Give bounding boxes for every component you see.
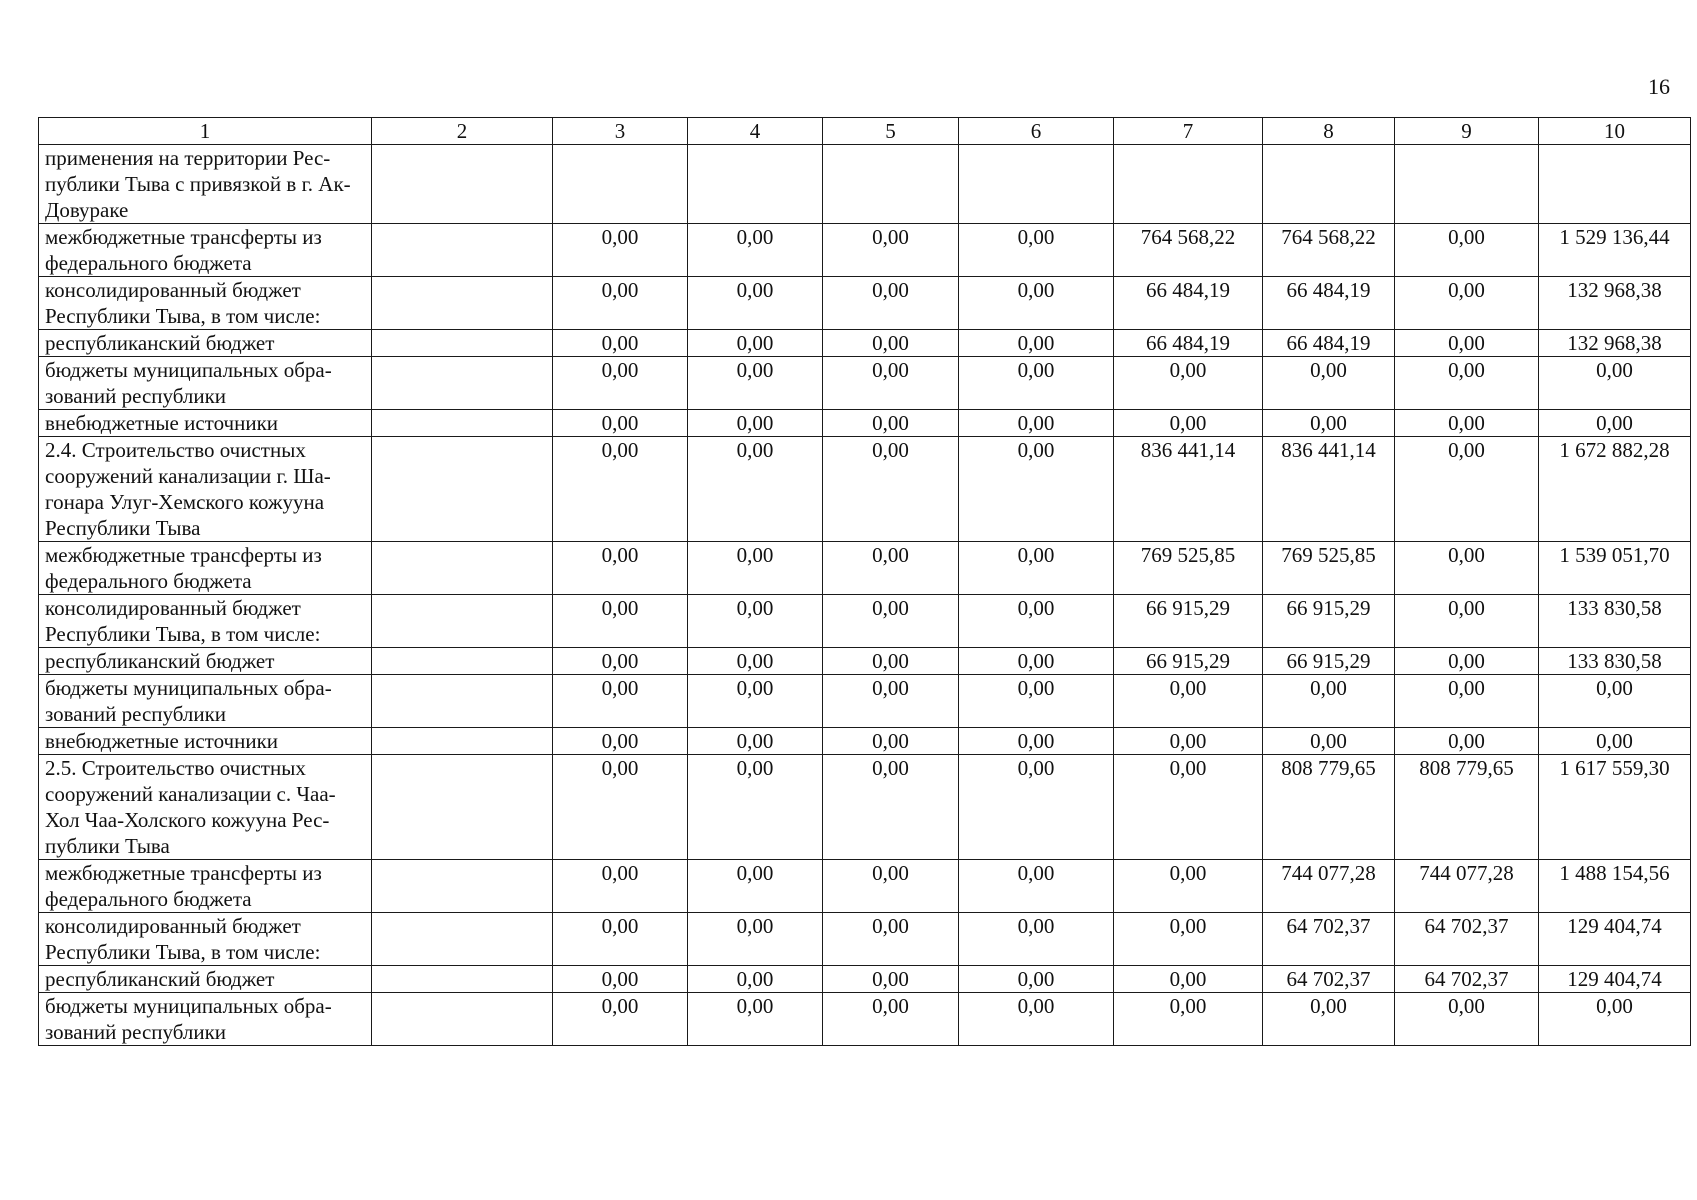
cell-col-2 [372,966,553,993]
row-label: бюджеты муниципальных обра-зований республики [39,357,372,410]
row-label: межбюджетные трансферты из федерального бюджета [39,860,372,913]
cell-col-2 [372,437,553,542]
cell-col-10: 1 539 051,70 [1539,542,1691,595]
cell-col-2 [372,145,553,224]
column-header-1: 1 [39,118,372,145]
cell-col-3: 0,00 [553,437,688,542]
cell-col-3: 0,00 [553,675,688,728]
cell-col-10: 132 968,38 [1539,330,1691,357]
cell-col-9: 0,00 [1395,437,1539,542]
row-label: консолидированный бюджет Республики Тыва, в том числе: [39,595,372,648]
cell-col-9: 0,00 [1395,542,1539,595]
table-row [39,860,1691,913]
table-row [39,728,1691,755]
cell-col-7 [1114,145,1263,224]
cell-col-6: 0,00 [959,357,1114,410]
cell-col-9 [1395,145,1539,224]
cell-col-10: 0,00 [1539,993,1691,1046]
cell-col-5: 0,00 [823,410,959,437]
cell-col-7: 66 915,29 [1114,648,1263,675]
row-label: бюджеты муниципальных обра-зований республики [39,675,372,728]
table-row [39,410,1691,437]
cell-col-7: 66 484,19 [1114,277,1263,330]
cell-col-10: 1 488 154,56 [1539,860,1691,913]
cell-col-3: 0,00 [553,993,688,1046]
table-row [39,542,1691,595]
cell-col-2 [372,913,553,966]
header-row [39,118,1691,145]
row-label: межбюджетные трансферты из федерального бюджета [39,542,372,595]
cell-col-4: 0,00 [688,330,823,357]
cell-col-5: 0,00 [823,728,959,755]
row-label: внебюджетные источники [39,410,372,437]
cell-col-8: 769 525,85 [1263,542,1395,595]
cell-col-2 [372,595,553,648]
cell-col-5 [823,145,959,224]
cell-col-9: 0,00 [1395,277,1539,330]
cell-col-5: 0,00 [823,648,959,675]
cell-col-7: 0,00 [1114,913,1263,966]
cell-col-3: 0,00 [553,648,688,675]
cell-col-9: 808 779,65 [1395,755,1539,860]
cell-col-8: 0,00 [1263,993,1395,1046]
row-label: 2.5. Строительство очистных сооружений канализации с. Чаа-Хол Чаа-Холского кожууна Рес-публики Тыва [39,755,372,860]
row-label: межбюджетные трансферты из федерального бюджета [39,224,372,277]
cell-col-7: 0,00 [1114,410,1263,437]
cell-col-3 [553,145,688,224]
cell-col-3: 0,00 [553,410,688,437]
cell-col-9: 0,00 [1395,728,1539,755]
cell-col-8: 64 702,37 [1263,966,1395,993]
table-row [39,648,1691,675]
row-label: республиканский бюджет [39,966,372,993]
cell-col-8: 66 484,19 [1263,330,1395,357]
cell-col-10: 1 617 559,30 [1539,755,1691,860]
cell-col-4: 0,00 [688,357,823,410]
cell-col-8: 64 702,37 [1263,913,1395,966]
table-row [39,966,1691,993]
cell-col-5: 0,00 [823,993,959,1046]
cell-col-7: 764 568,22 [1114,224,1263,277]
table-header [39,118,1691,145]
cell-col-3: 0,00 [553,966,688,993]
cell-col-2 [372,277,553,330]
cell-col-9: 0,00 [1395,224,1539,277]
table-row [39,437,1691,542]
cell-col-10: 132 968,38 [1539,277,1691,330]
cell-col-9: 0,00 [1395,330,1539,357]
cell-col-4 [688,145,823,224]
cell-col-10: 133 830,58 [1539,595,1691,648]
cell-col-2 [372,728,553,755]
cell-col-6 [959,145,1114,224]
cell-col-2 [372,224,553,277]
cell-col-8: 764 568,22 [1263,224,1395,277]
row-label: республиканский бюджет [39,330,372,357]
cell-col-7: 0,00 [1114,728,1263,755]
cell-col-8: 66 484,19 [1263,277,1395,330]
cell-col-8: 0,00 [1263,728,1395,755]
cell-col-3: 0,00 [553,860,688,913]
column-header-10: 10 [1539,118,1691,145]
cell-col-6: 0,00 [959,728,1114,755]
cell-col-7: 769 525,85 [1114,542,1263,595]
cell-col-6: 0,00 [959,224,1114,277]
table-row [39,357,1691,410]
cell-col-3: 0,00 [553,595,688,648]
cell-col-8: 0,00 [1263,410,1395,437]
row-label: консолидированный бюджет Республики Тыва, в том числе: [39,277,372,330]
cell-col-2 [372,330,553,357]
cell-col-5: 0,00 [823,966,959,993]
cell-col-5: 0,00 [823,913,959,966]
cell-col-10: 0,00 [1539,728,1691,755]
cell-col-9: 0,00 [1395,357,1539,410]
cell-col-5: 0,00 [823,595,959,648]
cell-col-5: 0,00 [823,357,959,410]
cell-col-8: 0,00 [1263,675,1395,728]
cell-col-4: 0,00 [688,437,823,542]
column-header-2: 2 [372,118,553,145]
cell-col-7: 0,00 [1114,357,1263,410]
cell-col-9: 0,00 [1395,993,1539,1046]
cell-col-6: 0,00 [959,277,1114,330]
cell-col-7: 0,00 [1114,675,1263,728]
cell-col-5: 0,00 [823,675,959,728]
cell-col-10 [1539,145,1691,224]
cell-col-3: 0,00 [553,277,688,330]
cell-col-6: 0,00 [959,675,1114,728]
cell-col-5: 0,00 [823,542,959,595]
cell-col-8: 66 915,29 [1263,648,1395,675]
cell-col-8 [1263,145,1395,224]
table-row [39,675,1691,728]
cell-col-7: 0,00 [1114,755,1263,860]
cell-col-6: 0,00 [959,542,1114,595]
cell-col-8: 836 441,14 [1263,437,1395,542]
cell-col-4: 0,00 [688,993,823,1046]
cell-col-2 [372,675,553,728]
column-header-6: 6 [959,118,1114,145]
cell-col-10: 133 830,58 [1539,648,1691,675]
cell-col-5: 0,00 [823,330,959,357]
table-row [39,330,1691,357]
cell-col-6: 0,00 [959,966,1114,993]
cell-col-10: 129 404,74 [1539,966,1691,993]
budget-table [38,117,1691,1046]
row-label: республиканский бюджет [39,648,372,675]
cell-col-6: 0,00 [959,860,1114,913]
cell-col-5: 0,00 [823,437,959,542]
cell-col-9: 0,00 [1395,648,1539,675]
cell-col-9: 744 077,28 [1395,860,1539,913]
cell-col-6: 0,00 [959,648,1114,675]
column-header-5: 5 [823,118,959,145]
table-body [39,145,1691,1046]
cell-col-8: 66 915,29 [1263,595,1395,648]
cell-col-9: 0,00 [1395,595,1539,648]
cell-col-4: 0,00 [688,542,823,595]
cell-col-6: 0,00 [959,755,1114,860]
cell-col-6: 0,00 [959,330,1114,357]
cell-col-4: 0,00 [688,277,823,330]
cell-col-2 [372,648,553,675]
cell-col-4: 0,00 [688,913,823,966]
cell-col-9: 0,00 [1395,410,1539,437]
cell-col-4: 0,00 [688,410,823,437]
row-label: применения на территории Рес-публики Тыва с привязкой в г. Ак-Довураке [39,145,372,224]
row-label: консолидированный бюджет Республики Тыва, в том числе: [39,913,372,966]
cell-col-10: 0,00 [1539,357,1691,410]
cell-col-4: 0,00 [688,224,823,277]
cell-col-2 [372,410,553,437]
cell-col-10: 0,00 [1539,675,1691,728]
cell-col-7: 0,00 [1114,993,1263,1046]
cell-col-3: 0,00 [553,224,688,277]
table-row [39,145,1691,224]
cell-col-7: 836 441,14 [1114,437,1263,542]
cell-col-3: 0,00 [553,728,688,755]
column-header-3: 3 [553,118,688,145]
cell-col-9: 64 702,37 [1395,913,1539,966]
column-header-9: 9 [1395,118,1539,145]
column-header-7: 7 [1114,118,1263,145]
table-row [39,993,1691,1046]
table-row [39,913,1691,966]
cell-col-2 [372,755,553,860]
cell-col-8: 0,00 [1263,357,1395,410]
cell-col-2 [372,860,553,913]
cell-col-10: 129 404,74 [1539,913,1691,966]
row-label: внебюджетные источники [39,728,372,755]
cell-col-2 [372,993,553,1046]
table-row [39,224,1691,277]
table-row [39,277,1691,330]
cell-col-5: 0,00 [823,755,959,860]
cell-col-7: 0,00 [1114,860,1263,913]
cell-col-3: 0,00 [553,357,688,410]
cell-col-10: 1 672 882,28 [1539,437,1691,542]
cell-col-6: 0,00 [959,913,1114,966]
column-header-4: 4 [688,118,823,145]
cell-col-3: 0,00 [553,542,688,595]
table-row [39,755,1691,860]
cell-col-4: 0,00 [688,755,823,860]
cell-col-9: 64 702,37 [1395,966,1539,993]
cell-col-4: 0,00 [688,595,823,648]
cell-col-4: 0,00 [688,675,823,728]
cell-col-5: 0,00 [823,224,959,277]
row-label: 2.4. Строительство очистных сооружений канализации г. Ша-гонара Улуг-Хемского кожууна Республики Тыва [39,437,372,542]
cell-col-5: 0,00 [823,860,959,913]
cell-col-8: 744 077,28 [1263,860,1395,913]
cell-col-3: 0,00 [553,913,688,966]
cell-col-6: 0,00 [959,437,1114,542]
cell-col-7: 66 484,19 [1114,330,1263,357]
cell-col-3: 0,00 [553,330,688,357]
cell-col-7: 0,00 [1114,966,1263,993]
cell-col-4: 0,00 [688,648,823,675]
table-row [39,595,1691,648]
cell-col-9: 0,00 [1395,675,1539,728]
cell-col-4: 0,00 [688,966,823,993]
cell-col-10: 1 529 136,44 [1539,224,1691,277]
cell-col-4: 0,00 [688,860,823,913]
cell-col-6: 0,00 [959,993,1114,1046]
cell-col-5: 0,00 [823,277,959,330]
cell-col-6: 0,00 [959,410,1114,437]
cell-col-7: 66 915,29 [1114,595,1263,648]
page-number: 16 [1648,74,1670,99]
cell-col-2 [372,542,553,595]
cell-col-2 [372,357,553,410]
cell-col-8: 808 779,65 [1263,755,1395,860]
column-header-8: 8 [1263,118,1395,145]
row-label: бюджеты муниципальных обра-зований республики [39,993,372,1046]
cell-col-6: 0,00 [959,595,1114,648]
cell-col-3: 0,00 [553,755,688,860]
cell-col-10: 0,00 [1539,410,1691,437]
cell-col-4: 0,00 [688,728,823,755]
